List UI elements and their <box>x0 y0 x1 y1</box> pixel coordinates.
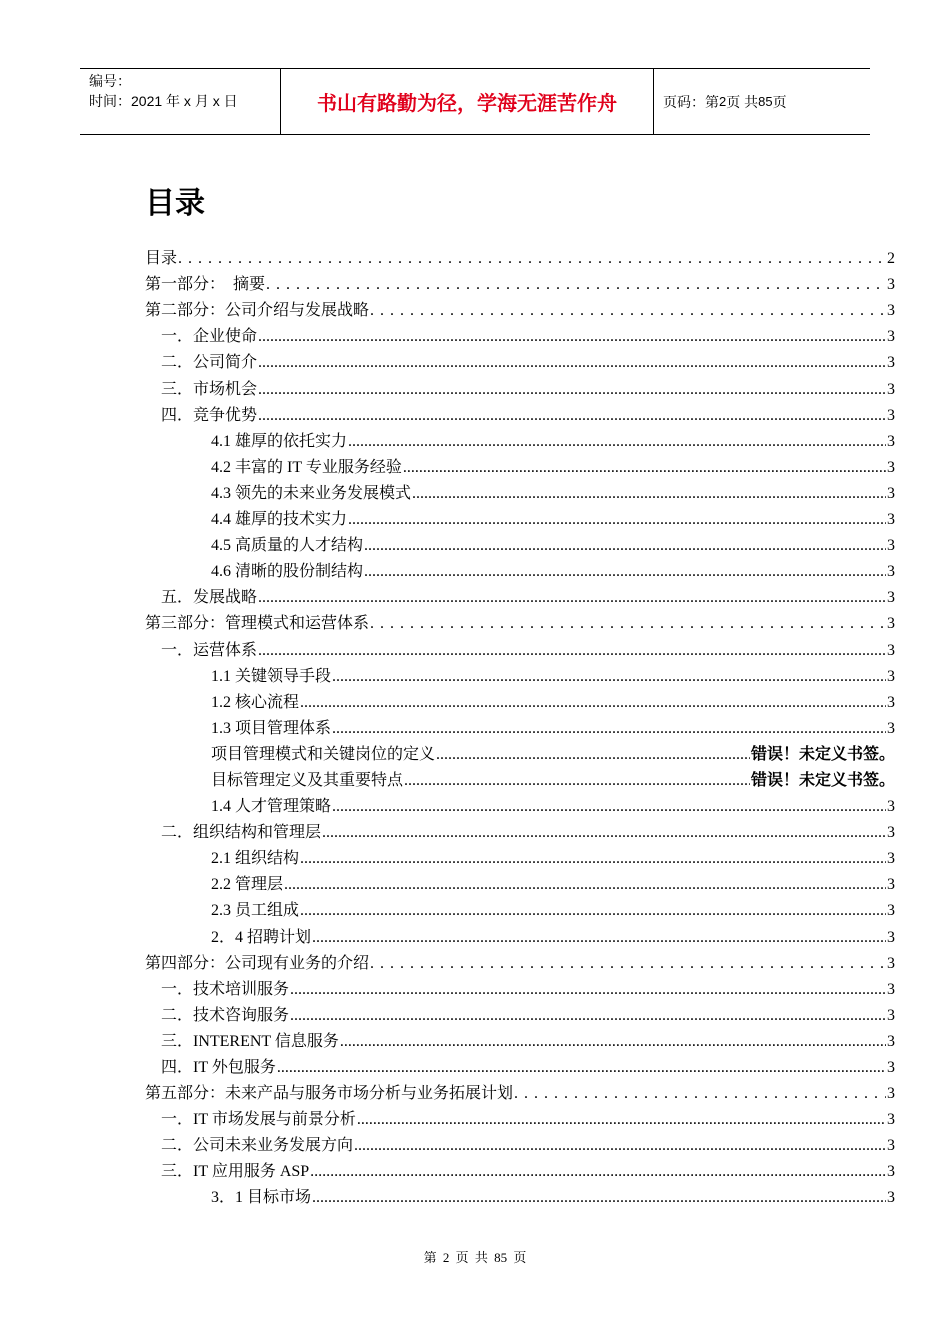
toc-leader-dots <box>312 1189 886 1207</box>
toc-entry-page: 3 <box>887 1006 895 1024</box>
toc-entry[interactable] <box>145 503 895 529</box>
toc-entry-text: 1.4 人才管理策略 <box>211 798 332 816</box>
toc-entry-page: 3 <box>887 563 895 581</box>
toc-entry[interactable] <box>145 816 895 842</box>
toc-entry-text: 五．发展战略 <box>161 589 258 607</box>
toc-leader-dots <box>370 955 886 973</box>
toc-entry-text: 一．技术培训服务 <box>161 980 290 998</box>
toc-leader-dots <box>290 981 886 999</box>
toc-leader-dots <box>258 354 886 372</box>
toc-entry[interactable] <box>145 1051 895 1077</box>
toc-entry[interactable] <box>145 1129 895 1155</box>
toc-entry-text: 二．公司简介 <box>161 354 258 372</box>
toc-entry[interactable] <box>145 920 895 946</box>
toc-leader-dots <box>354 1137 886 1155</box>
toc-entry-text: 二．技术咨询服务 <box>161 1006 290 1024</box>
toc-leader-dots <box>300 694 886 712</box>
toc-entry-page: 3 <box>887 876 895 894</box>
toc-leader-dots <box>370 615 886 633</box>
toc-entry[interactable] <box>145 633 895 659</box>
toc-entry-page: 错误！未定义书签。 <box>750 769 895 789</box>
toc-leader-dots <box>258 381 886 399</box>
toc-leader-dots <box>340 1033 886 1051</box>
toc-leader-dots <box>277 1059 886 1077</box>
table-of-contents <box>145 242 895 1207</box>
page-prefix: 页码：第 <box>663 93 719 110</box>
toc-entry[interactable] <box>145 1025 895 1051</box>
toc-entry-page: 3 <box>887 589 895 607</box>
toc-entry-text: 一．IT 市场发展与前景分析 <box>161 1111 356 1129</box>
toc-entry-text: 4.6 清晰的股份制结构 <box>211 563 364 581</box>
toc-entry[interactable] <box>145 451 895 477</box>
toc-entry-page: 3 <box>887 484 895 502</box>
toc-leader-dots <box>178 250 886 268</box>
toc-entry[interactable] <box>145 947 895 973</box>
toc-entry-page: 3 <box>887 1032 895 1050</box>
toc-entry[interactable] <box>145 868 895 894</box>
toc-leader-dots <box>258 328 886 346</box>
toc-entry-text: 第二部分：公司介绍与发展战略 <box>145 302 370 320</box>
toc-entry[interactable] <box>145 764 895 790</box>
toc-entry[interactable] <box>145 607 895 633</box>
toc-entry-text: 1.2 核心流程 <box>211 693 300 711</box>
toc-leader-dots <box>436 746 750 764</box>
toc-entry[interactable] <box>145 894 895 920</box>
toc-entry-text: 3．1 目标市场 <box>211 1189 312 1207</box>
toc-leader-dots <box>332 720 886 738</box>
toc-entry[interactable] <box>145 399 895 425</box>
toc-entry-page: 3 <box>887 667 895 685</box>
toc-entry-text: 1.3 项目管理体系 <box>211 719 332 737</box>
toc-entry[interactable] <box>145 372 895 398</box>
toc-entry[interactable] <box>145 1077 895 1103</box>
toc-entry-page: 3 <box>887 824 895 842</box>
toc-entry[interactable] <box>145 294 895 320</box>
toc-entry-text: 2.2 管理层 <box>211 876 284 894</box>
toc-entry[interactable] <box>145 712 895 738</box>
toc-entry[interactable] <box>145 790 895 816</box>
toc-entry-text: 三．IT 应用服务 ASP <box>161 1163 310 1181</box>
toc-entry-page: 3 <box>887 850 895 868</box>
toc-leader-dots <box>357 1111 886 1129</box>
toc-entry-page: 3 <box>887 1189 895 1207</box>
toc-entry[interactable] <box>145 973 895 999</box>
toc-entry-page: 3 <box>887 1059 895 1076</box>
toc-entry[interactable] <box>145 1181 895 1207</box>
toc-leader-dots <box>348 433 886 451</box>
toc-entry-text: 4.5 高质量的人才结构 <box>211 537 364 555</box>
toc-entry-page: 3 <box>887 928 895 946</box>
toc-leader-dots <box>284 876 886 894</box>
toc-leader-dots <box>332 668 886 686</box>
toc-leader-dots <box>300 902 886 920</box>
header-motto: 书山有路勤为径，学海无涯苦作舟 <box>317 91 617 115</box>
toc-leader-dots <box>258 642 886 660</box>
toc-leader-dots <box>258 407 886 425</box>
toc-leader-dots <box>514 1085 886 1103</box>
toc-entry-page: 3 <box>887 615 895 633</box>
toc-entry-page: 3 <box>887 328 895 346</box>
toc-entry[interactable] <box>145 268 895 294</box>
toc-entry-page: 3 <box>887 1163 895 1181</box>
toc-entry-text: 2.3 员工组成 <box>211 902 300 920</box>
toc-entry[interactable] <box>145 1155 895 1181</box>
header-meta-cell <box>80 69 281 134</box>
toc-leader-dots <box>364 537 886 555</box>
toc-entry-page: 3 <box>887 798 895 816</box>
toc-entry[interactable] <box>145 660 895 686</box>
toc-entry-text: 4.3 领先的未来业务发展模式 <box>211 484 412 502</box>
toc-entry-page: 3 <box>887 641 895 659</box>
toc-leader-dots <box>412 485 886 503</box>
page-current: 2 <box>719 94 727 109</box>
toc-entry-page: 3 <box>887 432 895 450</box>
toc-leader-dots <box>332 798 886 816</box>
toc-entry-page: 3 <box>887 980 895 998</box>
toc-entry-page: 3 <box>887 354 895 372</box>
toc-entry[interactable] <box>145 529 895 555</box>
toc-entry[interactable] <box>145 1103 895 1129</box>
toc-leader-dots <box>348 511 886 529</box>
toc-entry[interactable] <box>145 425 895 451</box>
toc-entry-page: 3 <box>887 276 895 294</box>
toc-leader-dots <box>322 824 886 842</box>
document-date: 时间：2021 年 x 月 x 日 <box>89 93 238 109</box>
toc-leader-dots <box>370 302 886 320</box>
toc-entry-page: 3 <box>887 902 895 920</box>
toc-entry-page: 3 <box>887 954 895 972</box>
toc-entry-text: 第一部分： 摘要 <box>145 276 266 294</box>
toc-entry-page: 3 <box>887 537 895 555</box>
toc-entry-text: 目录 <box>145 250 178 268</box>
toc-entry-page: 3 <box>887 302 895 320</box>
toc-entry[interactable] <box>145 738 895 764</box>
toc-entry-text: 第五部分：未来产品与服务市场分析与业务拓展计划 <box>145 1085 514 1103</box>
header-page-cell <box>654 69 870 134</box>
toc-entry-page: 2 <box>887 250 895 268</box>
toc-leader-dots <box>300 850 886 868</box>
toc-entry-page: 3 <box>887 406 895 424</box>
toc-entry-text: 一．企业使命 <box>161 328 258 346</box>
toc-entry-text: 二．组织结构和管理层 <box>161 824 322 842</box>
toc-entry-page: 3 <box>887 458 895 476</box>
toc-entry-text: 目标管理定义及其重要特点 <box>211 771 404 789</box>
toc-leader-dots <box>310 1163 886 1181</box>
toc-entry-text: 4.1 雄厚的依托实力 <box>211 432 348 450</box>
page-total: 85 <box>758 94 773 109</box>
toc-leader-dots <box>258 589 886 607</box>
toc-leader-dots <box>312 929 886 947</box>
toc-entry[interactable] <box>145 346 895 372</box>
header-motto-cell <box>281 69 654 134</box>
toc-entry-text: 1.1 关键领导手段 <box>211 667 332 685</box>
toc-entry-page: 3 <box>887 719 895 737</box>
toc-entry-page: 3 <box>887 1085 895 1103</box>
page-middle: 页 共 <box>726 93 759 110</box>
toc-leader-dots <box>403 459 886 477</box>
toc-entry-text: 四．IT 外包服务 <box>161 1059 276 1076</box>
toc-entry[interactable] <box>145 842 895 868</box>
toc-entry-text: 二．公司未来业务发展方向 <box>161 1137 354 1155</box>
document-header <box>80 68 870 135</box>
toc-entry-page: 3 <box>887 1111 895 1129</box>
document-number-label: 编号： <box>89 73 131 89</box>
toc-entry-text: 2．4 招聘计划 <box>211 928 312 946</box>
toc-entry[interactable] <box>145 242 895 268</box>
toc-entry-text: 三．市场机会 <box>161 380 258 398</box>
toc-entry[interactable] <box>145 686 895 712</box>
toc-entry-text: 项目管理模式和关键岗位的定义 <box>211 745 436 763</box>
toc-entry[interactable] <box>145 999 895 1025</box>
page-footer: 第 2 页 共 85 页 <box>423 1250 527 1265</box>
toc-entry-page: 3 <box>887 511 895 529</box>
toc-entry-page: 3 <box>887 1137 895 1155</box>
toc-entry-text: 三．INTERENT 信息服务 <box>161 1032 339 1050</box>
toc-leader-dots <box>364 563 886 581</box>
toc-entry[interactable] <box>145 555 895 581</box>
toc-title: 目录 <box>145 186 205 221</box>
toc-leader-dots <box>290 1007 886 1025</box>
toc-entry[interactable] <box>145 320 895 346</box>
toc-leader-dots <box>266 276 886 294</box>
toc-entry-text: 4.2 丰富的 IT 专业服务经验 <box>211 458 402 476</box>
toc-entry-text: 一．运营体系 <box>161 641 258 659</box>
toc-entry-text: 四．竞争优势 <box>161 406 258 424</box>
toc-entry-text: 第三部分：管理模式和运营体系 <box>145 615 370 633</box>
page-suffix: 页 <box>772 93 787 110</box>
toc-entry-text: 4.4 雄厚的技术实力 <box>211 511 348 529</box>
toc-entry-page: 错误！未定义书签。 <box>750 743 895 763</box>
toc-entry-text: 2.1 组织结构 <box>211 850 300 868</box>
toc-entry[interactable] <box>145 477 895 503</box>
toc-leader-dots <box>404 772 750 790</box>
toc-entry[interactable] <box>145 581 895 607</box>
toc-entry-page: 3 <box>887 380 895 398</box>
toc-entry-text: 第四部分：公司现有业务的介绍 <box>145 954 370 972</box>
toc-entry-page: 3 <box>887 693 895 711</box>
